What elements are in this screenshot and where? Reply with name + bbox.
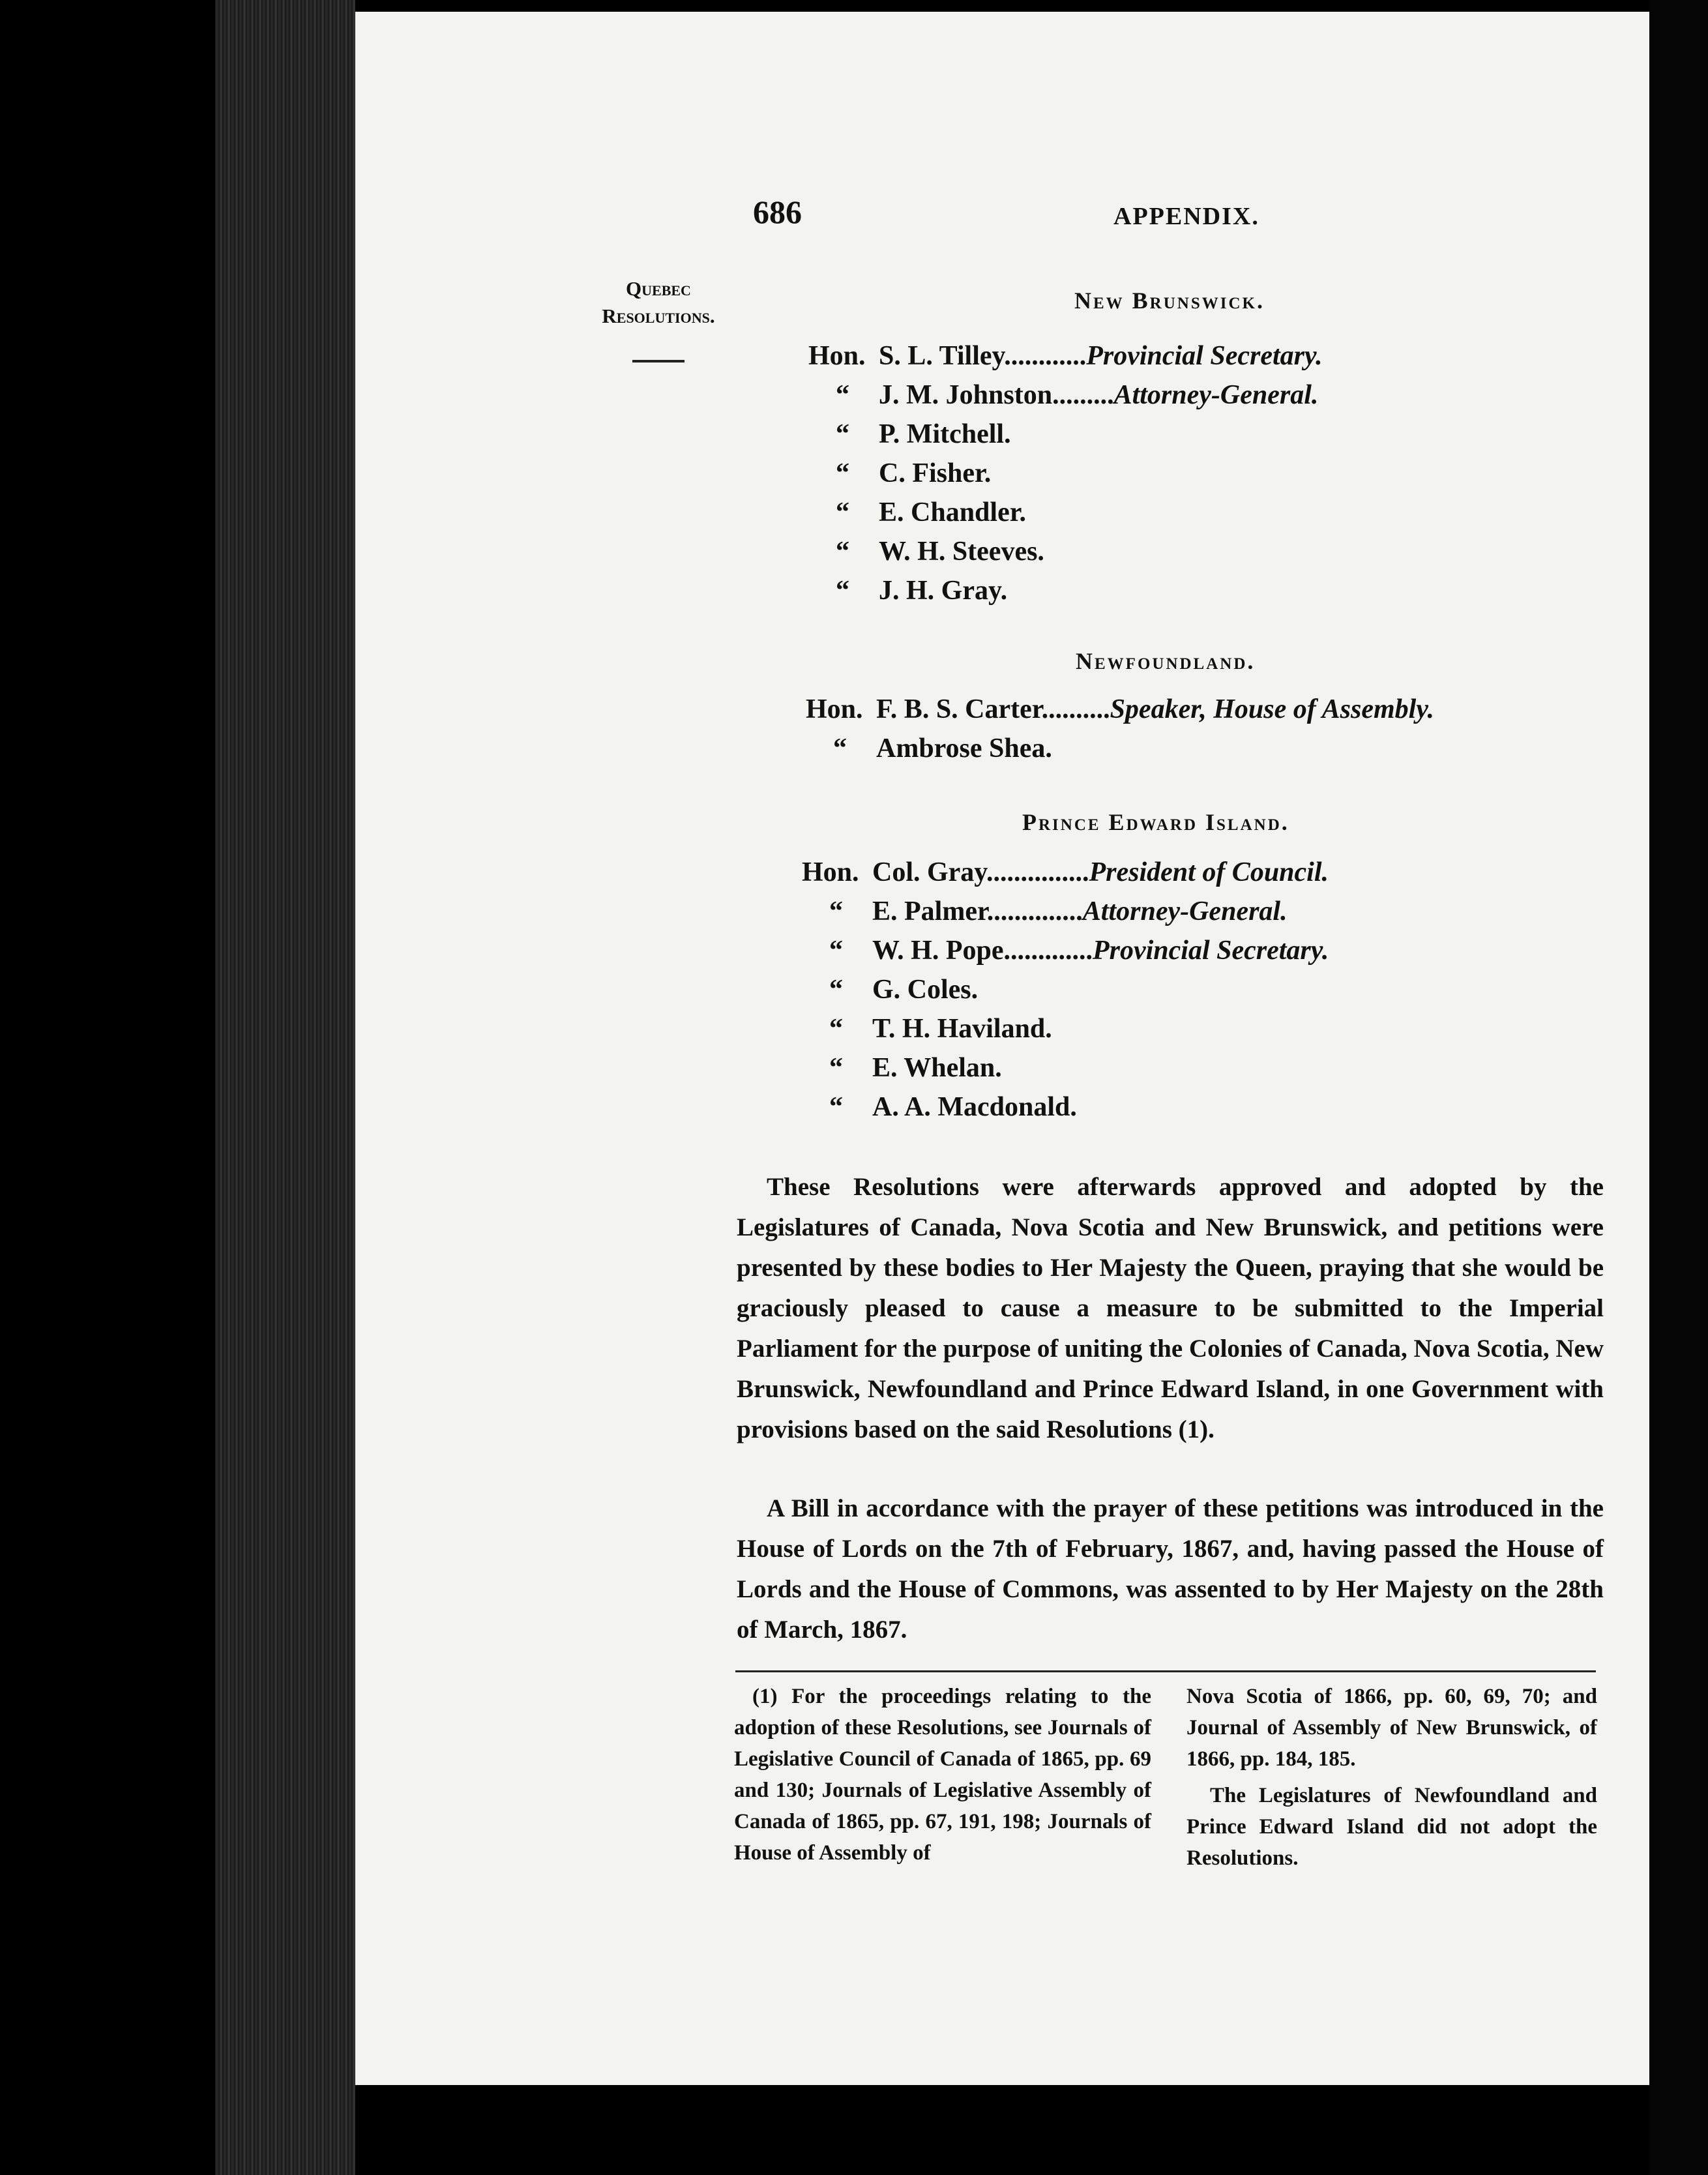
- delegate-row: [802, 853, 1329, 892]
- delegate-name: Col. Gray: [872, 857, 986, 887]
- ditto-mark: “: [836, 419, 849, 449]
- delegate-row: [802, 1009, 1329, 1048]
- delegate-row: [806, 729, 1434, 768]
- delegate-row: [808, 454, 1323, 493]
- delegate-row: [806, 690, 1434, 729]
- delegate-name: W. H. Steeves.: [879, 537, 1044, 567]
- ditto-mark: “: [829, 1092, 843, 1122]
- delegate-row: [808, 336, 1323, 376]
- section-heading-new-brunswick: New Brunswick.: [1074, 288, 1265, 314]
- ditto-mark: “: [829, 1014, 843, 1044]
- footnote-continuation: Nova Scotia of 1866, pp. 60, 69, 70; and Journal of Assembly of New Brunswick, of 1866, pp. 184, 185.: [1186, 1685, 1597, 1771]
- ditto-mark: “: [829, 975, 843, 1005]
- delegate-row: [808, 376, 1323, 415]
- section-heading-prince-edward-island: Prince Edward Island.: [1022, 809, 1289, 835]
- delegate-row: [808, 493, 1323, 532]
- dot-leader: ............: [1004, 341, 1087, 371]
- delegate-row: [802, 892, 1329, 931]
- delegate-name: J. M. Johnston: [879, 380, 1053, 410]
- row-prefix: Hon.: [806, 694, 863, 724]
- delegate-list-new-brunswick: [808, 336, 1323, 610]
- delegate-row: [802, 1088, 1329, 1127]
- row-prefix: Hon.: [802, 857, 859, 887]
- delegate-name: G. Coles.: [872, 975, 979, 1005]
- margin-note-line-1: Quebec: [626, 277, 691, 300]
- footnote-left-column: (1) For the proceedings relating to the adoption of these Resolutions, see Journals of Legislative Council of Canada of 1865, pp. 69 and 130; Journals of Legislative Assembly of Canada of 1865, pp. 67, 191, 198; Journals of House of Assembly of: [734, 1685, 1151, 1865]
- ditto-mark: “: [836, 576, 849, 606]
- delegate-role: Speaker, House of Assembly.: [1110, 694, 1434, 724]
- dot-leader: .............: [1003, 936, 1093, 966]
- delegate-row: [802, 970, 1329, 1009]
- delegate-row: [808, 532, 1323, 571]
- delegate-row: [802, 1048, 1329, 1088]
- delegate-row: [802, 931, 1329, 970]
- delegate-role: Provincial Secretary.: [1086, 341, 1323, 371]
- margin-note: [574, 275, 743, 330]
- footnote-right-column: [1186, 1681, 1597, 1874]
- delegate-name: C. Fisher.: [879, 458, 992, 488]
- book-gutter: [215, 0, 355, 2175]
- delegate-name: W. H. Pope: [872, 936, 1004, 966]
- delegate-role: Attorney-General.: [1082, 896, 1288, 926]
- body-paragraph-2: A Bill in accordance with the prayer of these petitions was introduced in the House of Lords on the 7th of February, 1867, and, having passed the House of Lords and the House of Commons, was assented to by Her Majesty on the 28th of March, 1867.: [737, 1494, 1604, 1644]
- page-edge-shadow: [1649, 0, 1708, 2175]
- running-head: APPENDIX.: [1113, 203, 1259, 230]
- ditto-mark: “: [836, 380, 849, 410]
- row-prefix: Hon.: [808, 341, 866, 371]
- footnote-note: The Legislatures of Newfoundland and Prince Edward Island did not adopt the Resolutions.: [1186, 1784, 1597, 1870]
- delegate-role: Provincial Secretary.: [1092, 936, 1329, 966]
- delegate-list-prince-edward-island: [802, 853, 1329, 1127]
- ditto-mark: “: [833, 733, 847, 763]
- footnote-rule: [735, 1670, 1596, 1672]
- delegate-name: P. Mitchell.: [879, 419, 1011, 449]
- delegate-name: F. B. S. Carter: [876, 694, 1042, 724]
- delegate-name: E. Palmer: [872, 896, 987, 926]
- delegate-name: E. Whelan.: [872, 1053, 1002, 1083]
- ditto-mark: “: [836, 458, 849, 488]
- margin-note-line-2: Resolutions.: [602, 304, 715, 327]
- ditto-mark: “: [836, 537, 849, 567]
- delegate-name: Ambrose Shea.: [876, 733, 1052, 763]
- dot-leader: ...............: [986, 857, 1089, 887]
- delegate-role: Attorney-General.: [1113, 380, 1319, 410]
- delegate-row: [808, 571, 1323, 610]
- delegate-row: [808, 415, 1323, 454]
- delegate-list-newfoundland: [806, 690, 1434, 768]
- ditto-mark: “: [829, 896, 843, 926]
- dot-leader: ..............: [986, 896, 1083, 926]
- delegate-name: S. L. Tilley: [879, 341, 1005, 371]
- delegate-role: President of Council.: [1089, 857, 1329, 887]
- ditto-mark: “: [829, 936, 843, 966]
- delegate-name: J. H. Gray.: [879, 576, 1008, 606]
- delegate-name: A. A. Macdonald.: [872, 1092, 1077, 1122]
- ditto-mark: “: [829, 1053, 843, 1083]
- dot-leader: ..........: [1041, 694, 1110, 724]
- delegate-name: E. Chandler.: [879, 497, 1027, 527]
- dot-leader: .........: [1052, 380, 1114, 410]
- section-heading-newfoundland: Newfoundland.: [1076, 648, 1256, 674]
- page-number: 686: [753, 194, 802, 230]
- ditto-mark: “: [836, 497, 849, 527]
- margin-note-rule: [632, 360, 685, 363]
- delegate-name: T. H. Haviland.: [872, 1014, 1052, 1044]
- body-paragraph-1: These Resolutions were afterwards approved and adopted by the Legislatures of Canada, Nova Scotia and New Brunswick, and petitions were presented by these bodies to Her Majesty the Queen, praying that she would be graciously pleased to cause a measure to be submitted to the Imperial Parliament for the purpose of uniting the Colonies of Canada, Nova Scotia, New Brunswick, Newfoundland and Prince Edward Island, in one Government with provisions based on the said Resolutions (1).: [737, 1173, 1604, 1443]
